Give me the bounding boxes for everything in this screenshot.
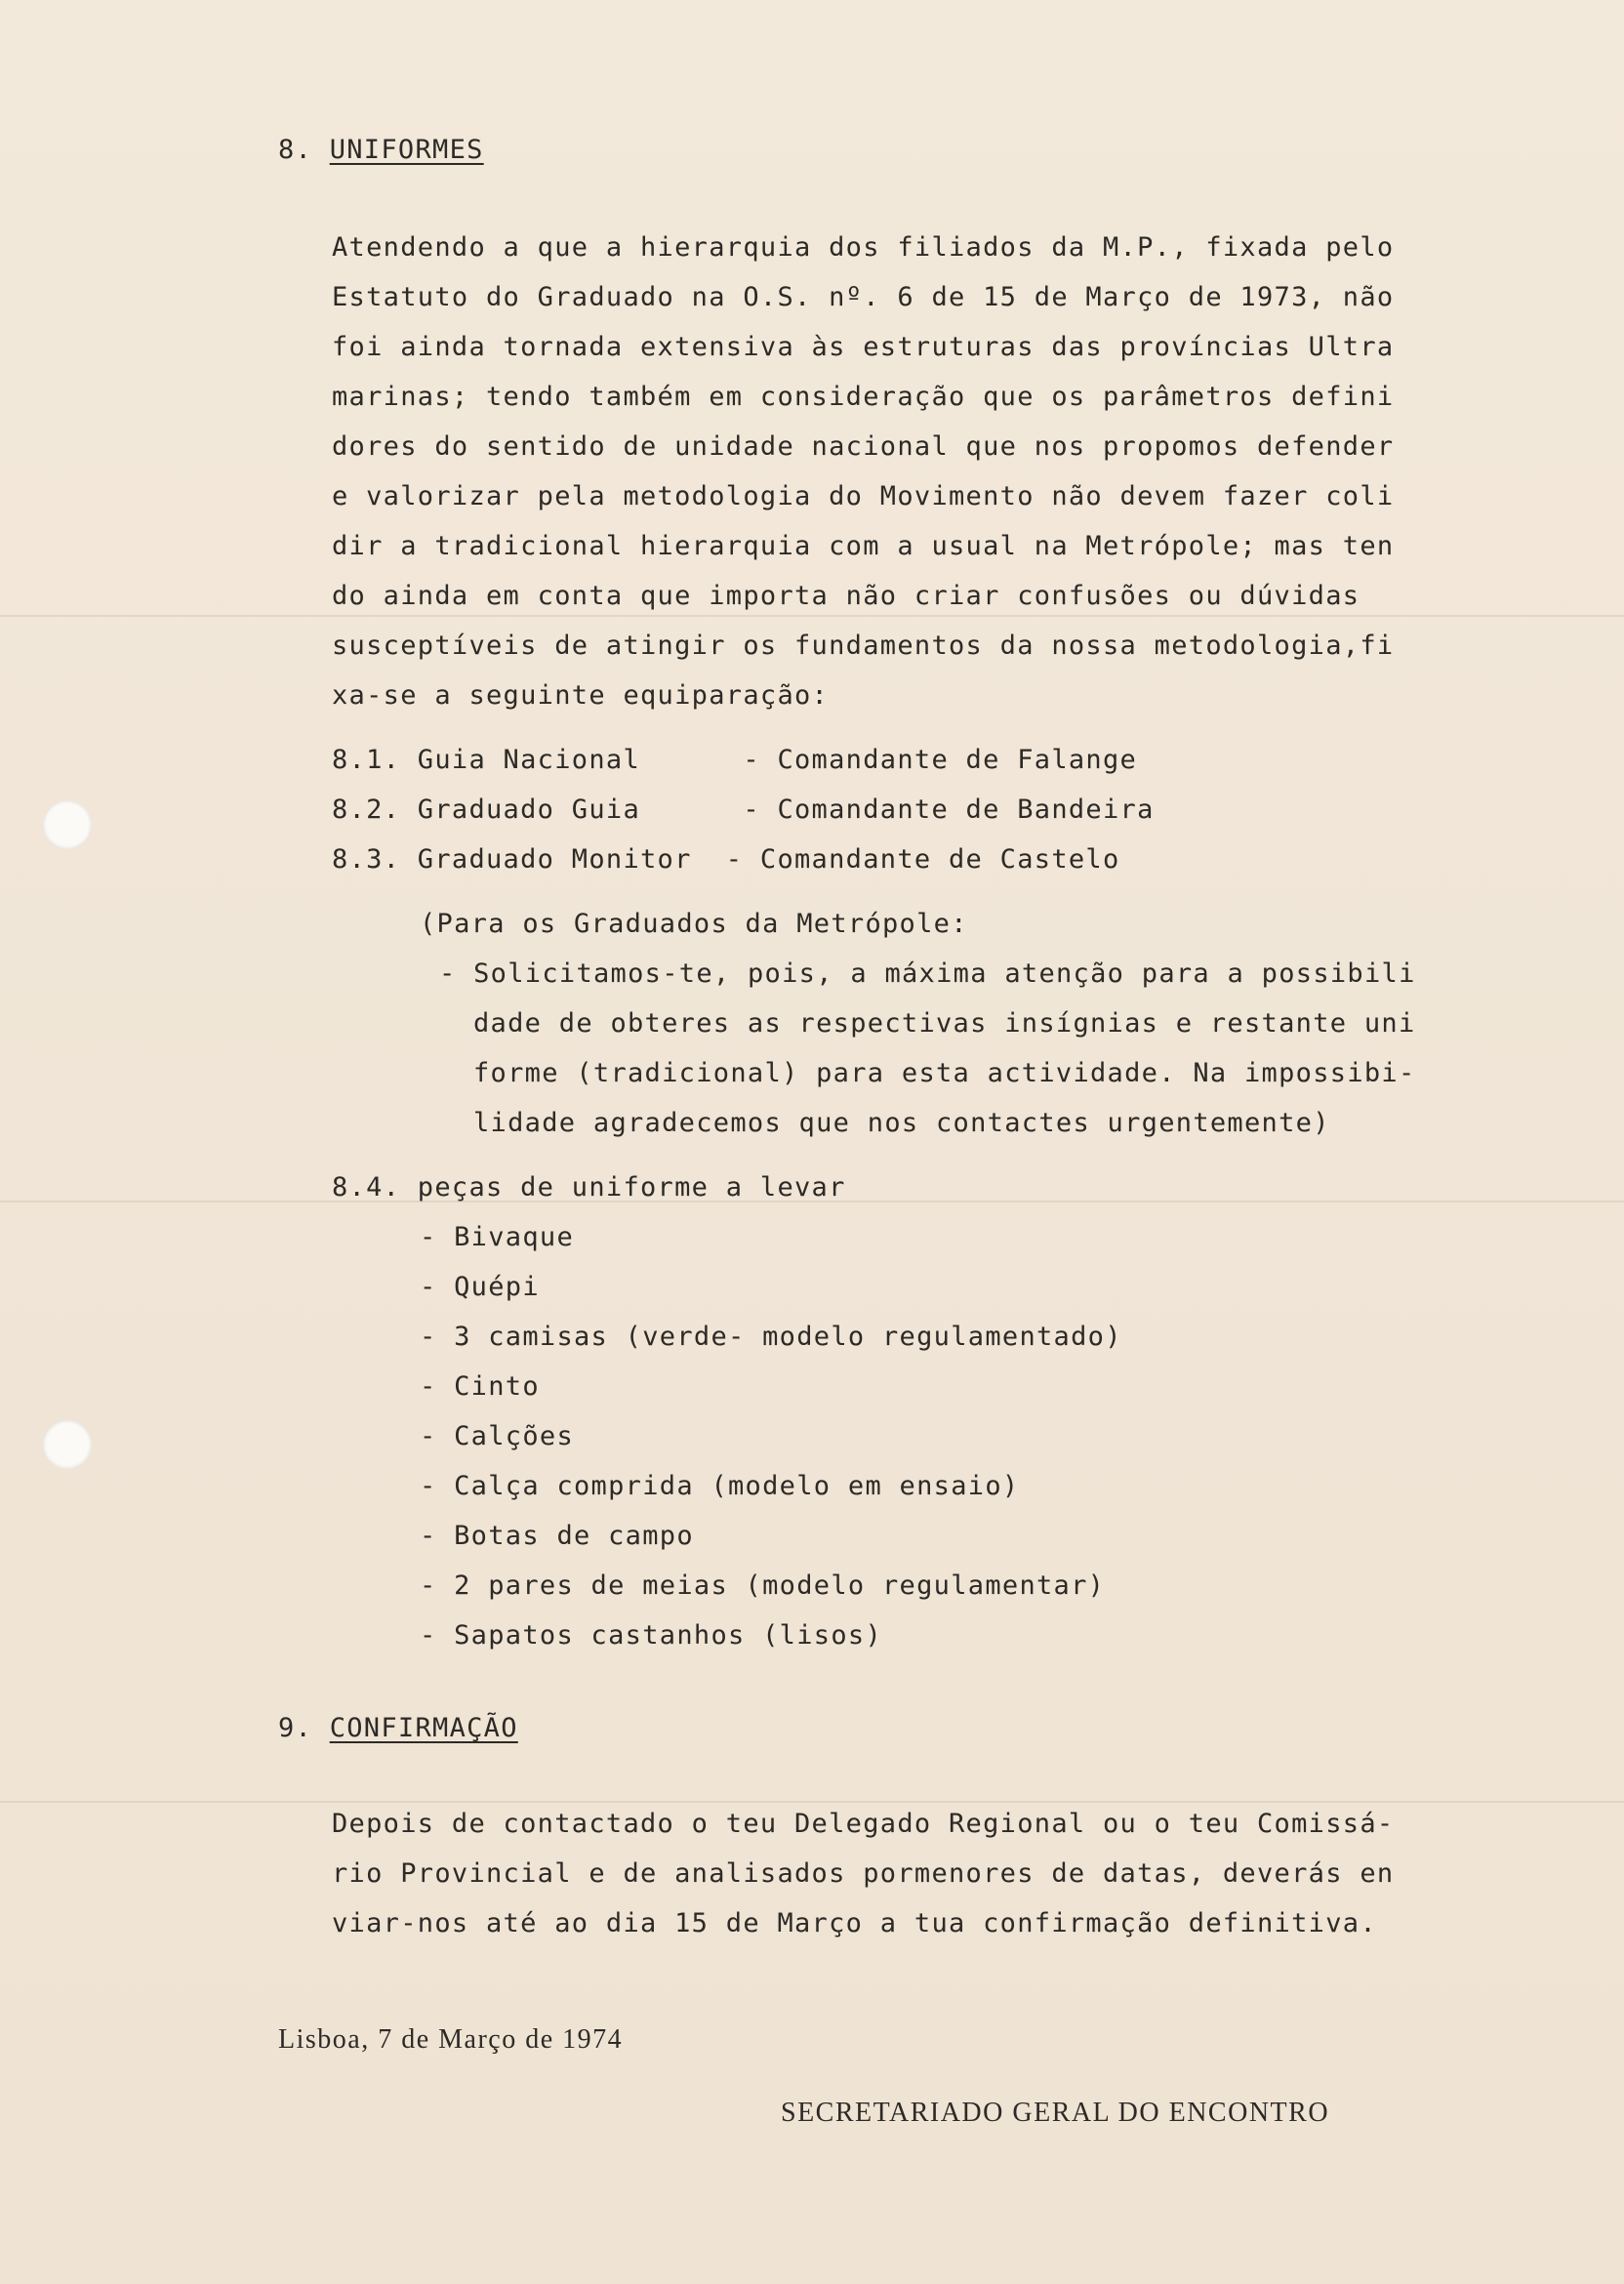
paragraph-line: marinas; tendo também em consideração que os parâmetros defini — [332, 382, 1395, 412]
paragraph-line: Estatuto do Graduado na O.S. nº. 6 de 15 de Março de 1973, não — [332, 282, 1395, 312]
section-title: CONFIRMAÇÃO — [329, 1713, 518, 1743]
equivalence-item: 8.3. Graduado Monitor - Comandante de Castelo — [332, 844, 1120, 875]
section-9-heading — [278, 1715, 518, 1741]
piece-item: - Botas de campo — [420, 1521, 694, 1551]
section-number: 9. — [278, 1713, 313, 1743]
paragraph-line: viar-nos até ao dia 15 de Março a tua confirmação definitiva. — [332, 1908, 1377, 1938]
piece-item: - Quépi — [420, 1272, 540, 1302]
piece-item: - Cinto — [420, 1371, 540, 1402]
punch-hole — [43, 1420, 92, 1469]
paragraph-line: dores do sentido de unidade nacional que nos propomos defender — [332, 431, 1395, 462]
signature-line: SECRETARIADO GERAL DO ENCONTRO — [781, 2098, 1330, 2128]
note-line: forme (tradicional) para esta actividade. Na impossibi- — [473, 1058, 1416, 1088]
piece-item: - Sapatos castanhos (lisos) — [420, 1620, 882, 1651]
paragraph-line: Depois de contactado o teu Delegado Regional ou o teu Comissá- — [332, 1809, 1395, 1839]
paragraph-line: Atendendo a que a hierarquia dos filiados da M.P., fixada pelo — [332, 232, 1395, 263]
equivalence-item: 8.1. Guia Nacional - Comandante de Falange — [332, 745, 1138, 775]
piece-item: - Calções — [420, 1421, 574, 1451]
piece-item: - Bivaque — [420, 1222, 574, 1252]
section-number: 8. — [278, 135, 313, 165]
paragraph-line: xa-se a seguinte equiparação: — [332, 680, 830, 711]
paragraph-line: susceptíveis de atingir os fundamentos da nossa metodologia,fi — [332, 631, 1395, 661]
section-8-heading — [278, 137, 484, 163]
paper-fold — [0, 615, 1624, 617]
note-line: dade de obteres as respectivas insígnias e restante uni — [473, 1008, 1416, 1039]
paragraph-line: do ainda em conta que importa não criar confusões ou dúvidas — [332, 581, 1360, 611]
pieces-heading: 8.4. peças de uniforme a levar — [332, 1172, 846, 1203]
note-line: - Solicitamos-te, pois, a máxima atenção para a possibili — [439, 958, 1416, 989]
paragraph-line: rio Provincial e de analisados pormenores de datas, deverás en — [332, 1858, 1395, 1889]
note-line: (Para os Graduados da Metrópole: — [420, 909, 968, 939]
place-date: Lisboa, 7 de Março de 1974 — [278, 2024, 624, 2055]
note-line: lidade agradecemos que nos contactes urgentemente) — [473, 1108, 1330, 1138]
paragraph-line: foi ainda tornada extensiva às estruturas das províncias Ultra — [332, 332, 1395, 362]
piece-item: - 2 pares de meias (modelo regulamentar) — [420, 1570, 1106, 1601]
paper-fold — [0, 1801, 1624, 1803]
section-title: UNIFORMES — [329, 135, 484, 165]
piece-item: - 3 camisas (verde- modelo regulamentado) — [420, 1322, 1122, 1352]
paragraph-line: e valorizar pela metodologia do Movimento não devem fazer coli — [332, 481, 1395, 511]
punch-hole — [43, 800, 92, 849]
equivalence-item: 8.2. Graduado Guia - Comandante de Bandeira — [332, 795, 1155, 825]
piece-item: - Calça comprida (modelo em ensaio) — [420, 1471, 1020, 1501]
paragraph-line: dir a tradicional hierarquia com a usual na Metrópole; mas ten — [332, 531, 1395, 561]
